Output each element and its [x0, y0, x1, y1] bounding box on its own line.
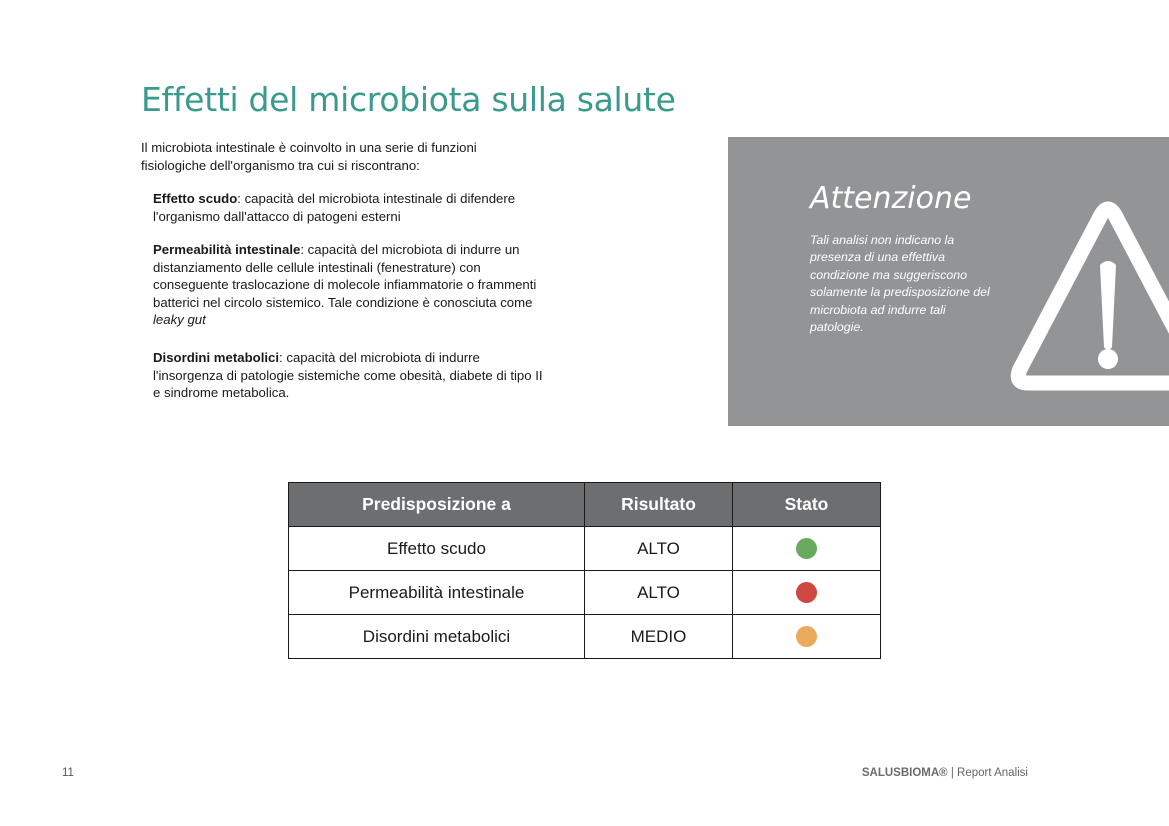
item-term: Permeabilità intestinale [153, 242, 301, 257]
header-risultato: Risultato [585, 483, 733, 527]
status-dot-red [796, 582, 817, 603]
row-status [733, 527, 881, 571]
list-item-disordini [153, 349, 553, 402]
warning-box [728, 137, 1169, 426]
item-term: Effetto scudo [153, 191, 238, 206]
item-description: : capacità del microbiota di indurre un distanziamento delle cellule intestinali (fenestrature) con conseguente traslocazione di molecole infiammatorie o frammenti batterici nel circolo sistemico. Tale condizione è conosciuta come [153, 242, 537, 310]
brand-name: SALUSBIOMA® [861, 767, 948, 779]
item-term: Disordini metabolici [153, 350, 280, 365]
intro-paragraph: Il microbiota intestinale è coinvolto in una serie di funzioni fisiologiche dell'organismo tra cui si riscontrano: [141, 140, 477, 173]
footer-subtitle: Report Analisi [957, 767, 1028, 779]
row-name: Effetto scudo [289, 527, 585, 571]
page-number: 11 [62, 767, 74, 779]
status-dot-green [796, 538, 817, 559]
row-name: Disordini metabolici [289, 615, 585, 659]
warning-text: Tali analisi non indicano la presenza di una effettiva condizione ma suggeriscono solamente la predisposizione del microbiota ad indurre tali patologie. [810, 233, 990, 335]
list-item-effetto-scudo [153, 190, 553, 225]
row-status [733, 615, 881, 659]
item-description: : capacità del microbiota intestinale di difendere l'organismo dall'attacco di patogeni esterni [153, 191, 516, 224]
item-emphasis: leaky gut [153, 312, 206, 327]
warning-title: Attenzione [810, 181, 972, 216]
table-row [289, 571, 881, 615]
header-stato: Stato [733, 483, 881, 527]
table-row [289, 527, 881, 571]
footer-brand [862, 767, 1028, 779]
row-result: ALTO [585, 571, 733, 615]
item-description: : capacità del microbiota di indurre l'insorgenza di patologie sistemiche come obesità, diabete di tipo II e sindrome metabolica. [153, 350, 543, 400]
table-header-row [289, 483, 881, 527]
row-result: MEDIO [585, 615, 733, 659]
header-predisposizione: Predisposizione a [289, 483, 585, 527]
table-row [289, 615, 881, 659]
row-result: ALTO [585, 527, 733, 571]
footer-separator: | [947, 767, 958, 779]
status-dot-orange [796, 626, 817, 647]
predisposition-table [288, 482, 881, 659]
list-item-permeabilita [153, 241, 553, 329]
row-name: Permeabilità intestinale [289, 571, 585, 615]
page-title: Effetti del microbiota sulla salute [141, 80, 676, 119]
row-status [733, 571, 881, 615]
warning-triangle-icon [998, 197, 1169, 397]
